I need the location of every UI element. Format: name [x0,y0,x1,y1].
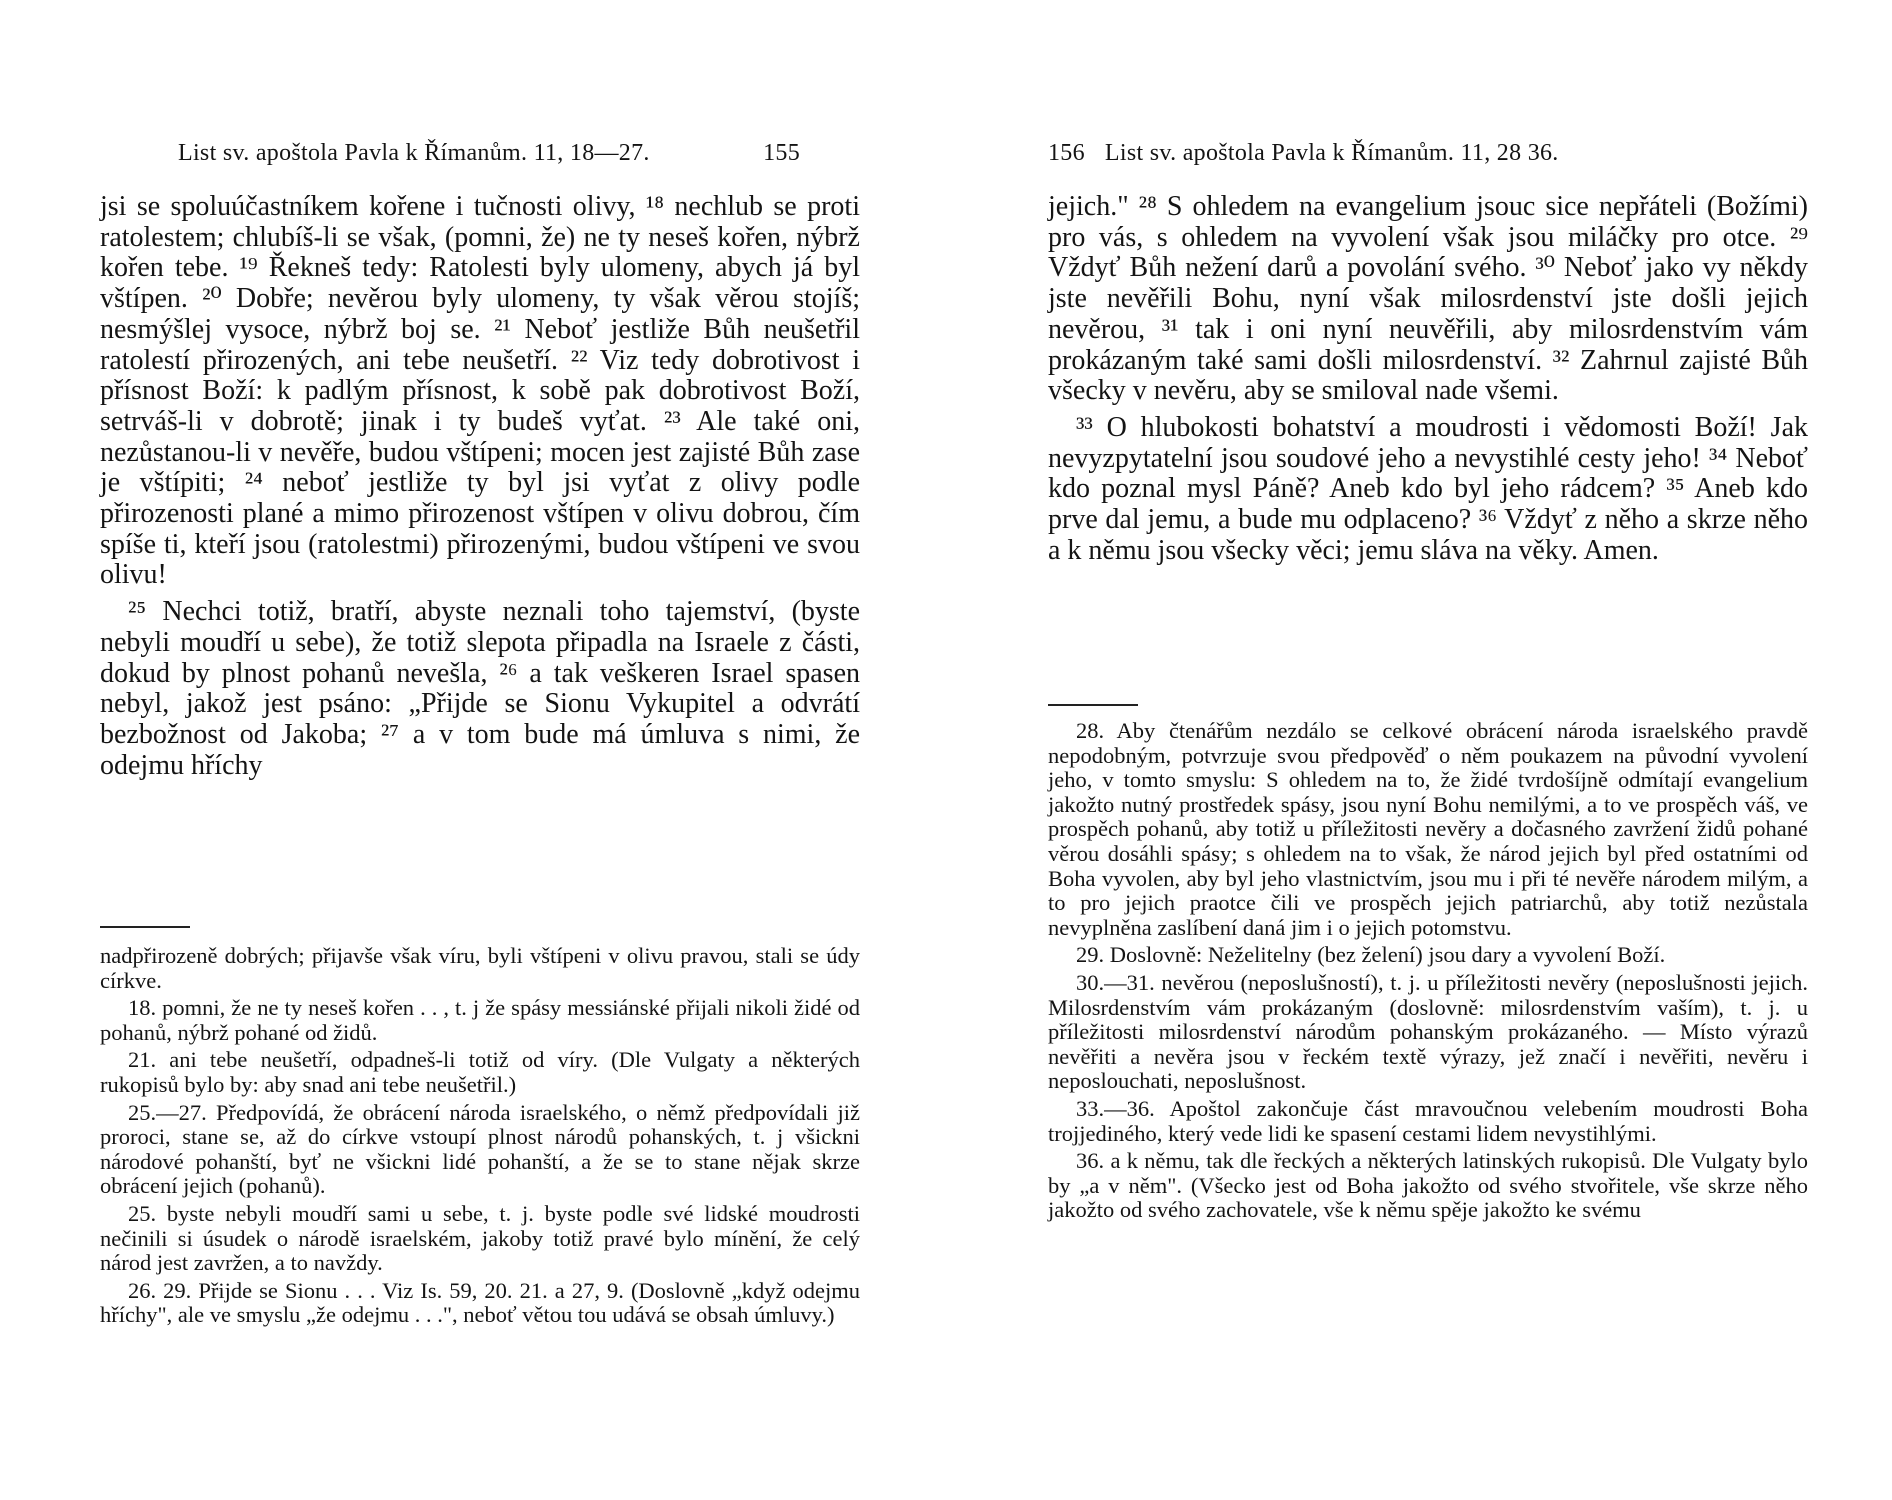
footnote: 18. pomni, že ne ty neseš kořen . . , t. j že spásy messiánské přijali nikoli židé od pohanů, nýbrž pohané od židů. [100,995,860,1045]
footnote: 25. byste nebyli moudří sami u sebe, t. j. byste podle své lidské moudrosti nečinili si úsudek o národě israelském, jakoby totiž pravé bylo mínění, že celý národ jest zavržen, a to navždy. [100,1200,860,1276]
main-text [100,192,860,781]
footnote: 36. a k němu, tak dle řeckých a některých latinských rukopisů. Dle Vulgaty bylo by „a v něm". (Všecko jest od Boha jakožto od svého stvořitele, vše skrze něho jakožto od svého zachovatele, vše k němu spěje jakožto ke svému [1048,1148,1808,1223]
footnote-divider [1048,704,1138,706]
main-text [1048,192,1808,566]
footnote: 25.—27. Předpovídá, že obrácení národa israelského, o němž předpovídali již proroci, stane se, až do církve vstoupí plnost národů pohanských, t. j všickni národové pohanští, byť ne všickni lidé pohanští, a že se to stane nějak skrze obrácení jejich (pohanů). [100,1099,860,1199]
paragraph: ³³ O hlubokosti bohatství a moudrosti i vědomosti Boží! Jak nevyzpytatelní jsou soudové jeho a nevystihlé cesty jeho! ³⁴ Neboť kdo poznal mysl Páně? Aneb kdo byl jeho rádcem? ³⁵ Aneb kdo prve dal jemu, a bude mu odplaceno? ³⁶ Vždyť z něho a skrze něho a k němu jsou všecky věci; jemu sláva na věky. Amen. [1048,411,1808,566]
footnote: 30.—31. nevěrou (neposlušností), t. j. u příležitosti nevěry (neposlušnosti jejich. Milosrdenstvím vám prokázaným (doslovně: milosrdenstvím vaším), t. j. u příležitosti milosrdenství národům pohanským prokázaného. — Místo výrazů nevěřiti a nevěra jsou v řeckém textě výrazy, jež značí i nevěřiti, nevěru i neposlouchati, neposlušnost. [1048,969,1808,1094]
page-number: 155 [763,140,800,166]
footnote: 29. Doslovně: Neželitelny (bez želení) jsou dary a vyvolení Boží. [1076,942,1666,968]
header-title: List sv. apoštola Pavla k Římanům. 11, 18—27. [178,140,650,166]
paragraph: jejich." ²⁸ S ohledem na evangelium jsouc sice nepřáteli (Božími) pro vás, s ohledem na vyvolení však jsou miláčky pro otce. ²⁹ Vždyť Bůh nežení darů a povolání svého. ³⁰ Neboť jako vy někdy jste nevěřili Bohu, nyní však milosrdenství jste došli jejich nevěrou, ³¹ tak i oni nyní neuvěřili, aby milosrdenstvím vám prokázaným také sami došli milosrdenství. ³² Zahrnul zajisté Bůh všecky v nevěru, aby se smiloval nade všemi. [1048,191,1808,407]
footnote: nadpřirozeně dobrých; přijavše však víru, byli vštípeni v olivu pravou, stali se údy církve. [100,943,860,993]
footnote: 28. Aby čtenářům nezdálo se celkové obrácení národa israelského pravdě nepodobným, potvrzuje svou předpověď o něm poukazem na původní vyvolení jeho, v tomto smyslu: S ohledem na to, že židé tvrdošíjně odmítají evangelium jakožto nutný prostředek spásy, jsou nyní Bohu nemilými, a to ve prospěch váš, ve prospěch pohanů, aby totiž u příležitosti nevěry a dočasného zavržení židů pohané věrou dosáhli spásy; s ohledem na to však, že národ jejich byl před ostatními od Boha vyvolen, aby byl jeho vlastnictvím, jsou mu i při té nevěře národem milým, a to pro jejich praotce čili ve prospěch jejich patriarchů, aby totiž nezůstala nevyplněna zaslíbení daná jim i o jejich potomstvu. [1048,718,1808,940]
footnote: 33.—36. Apoštol zakončuje část mravoučnou velebením moudrosti Boha trojjediného, který vede lidi ke spasení cestami lidem nevystihlými. [1048,1095,1808,1146]
footnote: 21. ani tebe neušetří, odpadneš-li totiž od víry. (Dle Vulgaty a některých rukopisů bylo by: aby snad ani tebe neušetřil.) [100,1047,860,1097]
footnote: 26. 29. Přijde se Sionu . . . Viz Is. 59, 20. 21. a 27, 9. (Doslovně „když odejmu hříchy", ale ve smyslu „že odejmu . . .", neboť větou tou udává se obsah úmluvy.) [100,1277,860,1328]
page-number: 156 [1048,140,1085,166]
header-title: List sv. apoštola Pavla k Římanům. 11, 28 36. [1104,140,1559,166]
paragraph: jsi se spoluúčastníkem kořene i tučnosti olivy, ¹⁸ nechlub se proti ratolestem; chlubíš-li se však, (pomni, že) ne ty neseš kořen, nýbrž kořen tebe. ¹⁹ Řekneš tedy: Ratolesti byly ulomeny, abych já byl vštípen. ²⁰ Dobře; nevěrou byly ulomeny, ty však věrou stojíš; nesmýšlej vysoce, nýbrž boj se. ²¹ Neboť jestliže Bůh neušetřil ratolestí přirozených, ani tebe neušetří. ²² Viz tedy dobrotivost i přísnost Boží: k padlým přísnost, k sobě pak dobrotivost Boží, setrváš-li v dobrotě; jinak i ty budeš vyťat. ²³ Ale také oni, nezůstanou-li v nevěře, budou vštípeni; mocen jest zajisté Bůh zase je vštípiti; ²⁴ neboť jestliže ty byl jsi vyťat z olivy podle přirozenosti plané a mimo přirozenost vštípen v olivu dobrou, čím spíše ti, kteří jsou (ratolestmi) přirozenými, budou vštípeni ve svou olivu! [100,191,860,591]
footnote-divider [100,926,190,928]
footnotes [100,944,860,1328]
footnotes [1048,716,1808,1223]
running-header [1048,140,1808,167]
paragraph: ²⁵ Nechci totiž, bratří, abyste neznali toho tajemství, (byste nebyli moudří u sebe), že totiž slepota připadla na Israele z části, dokud by plnost pohanů nevešla, ²⁶ a tak veškeren Israel spasen nebyl, jakož jest psáno: „Přijde se Sionu Vykupitel a odvrátí bezbožnost od Jakoba; ²⁷ a v tom bude má úmluva s nimi, že odejmu hříchy [100,596,860,781]
running-header [100,140,860,167]
